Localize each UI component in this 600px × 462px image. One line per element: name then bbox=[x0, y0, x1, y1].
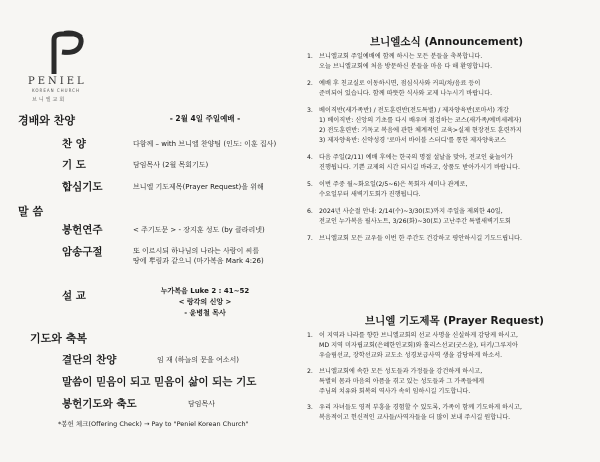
worship-row-label: 찬 양 bbox=[62, 138, 86, 150]
memory-verse-line: 땅에 뿌림과 같으니 (마가복음 Mark 4:26) bbox=[133, 257, 264, 265]
sermon-line: < 랑각의 신앙 > bbox=[178, 298, 232, 306]
word-section-title: 말 씀 bbox=[18, 205, 44, 218]
sermon-line: 누가복음 Luke 2 : 41~52 bbox=[160, 287, 250, 295]
announcement-item: 1. 브니엘교회 주일예배에 함께 하시는 모든 분들을 축복합니다. 오늘 브니엘교회에 처음 방문하신 분들을 마음 다 해 환영합니다. bbox=[307, 53, 493, 70]
memory-verse-line: 또 이르시되 하나님의 나라는 사람이 씨를 bbox=[133, 247, 260, 255]
prayer-row-text: 담임목사 bbox=[188, 400, 216, 408]
prayer-section-title: 기도와 축복 bbox=[30, 332, 87, 345]
announcement-item: 4. 다음 주일(2/11) 예배 후에는 한국의 명절 설날을 맞아, 전교인 윷놀이가 진행됩니다. 기쁜 교제의 시간 되시길 바라고, 상품도 받아가시기 바랍니다. bbox=[307, 154, 520, 171]
service-title: - 2월 4일 주일예배 - bbox=[169, 114, 241, 123]
logo-name: PENIEL bbox=[28, 76, 87, 87]
worship-row-text: 담임목사 (2월 목회기도) bbox=[133, 161, 209, 169]
prayer-request-item: 2. 브니엘교회에 속한 모든 성도들과 가정들을 강건하게 하시고, 특별히 몸과 마음의 아픔을 겪고 있는 성도들과 그 가족들에게 주님의 치유와 회복의 역사가 속히 임하시길 기도합니다. bbox=[307, 368, 485, 395]
peniel-logo-icon bbox=[40, 30, 90, 76]
announcement-item: 5. 이번 주중 월~화요일(2/5~6)은 목회자 세미나 관계로, 수요일부터 새벽기도회가 진행됩니다. bbox=[307, 181, 468, 198]
sermon-line: - 윤병철 목사 bbox=[184, 309, 226, 317]
logo-subtitle: KOREAN CHURCH bbox=[32, 88, 80, 93]
announcement-item: 2. 예배 후 친교실로 이동하시면, 점심식사와 커피/차/음료 등이 준비되어 있습니다. 함께 따뜻한 식사와 교제 나누시기 바랍니다. bbox=[307, 80, 493, 97]
announcement-title: 브니엘소식 (Announcement) bbox=[370, 36, 524, 48]
word-row-label: 설 교 bbox=[62, 290, 86, 302]
announcement-item: 7. 브니엘교회 모든 교우들 이번 한 주간도 건강하고 평안하시길 기도드립니다. bbox=[307, 235, 522, 242]
worship-row-text: 다함께 – with 브니엘 찬양팀 (인도: 이훈 집사) bbox=[133, 140, 277, 148]
prayer-request-list bbox=[305, 331, 595, 423]
offering-note: *봉헌 체크(Offering Check) → Pay to "Peniel Korean Church" bbox=[58, 420, 249, 428]
prayer-row-label: 봉헌기도와 축도 bbox=[62, 398, 137, 410]
worship-section-title: 경배와 찬양 bbox=[18, 114, 75, 127]
logo-korean-name: 브니엘교회 bbox=[32, 97, 67, 103]
word-row-label: 봉헌연주 bbox=[62, 224, 103, 236]
word-row-label: 암송구절 bbox=[62, 246, 103, 258]
prayer-request-item: 3. 우리 자녀들도 영적 부흥을 경험할 수 있도록, 가족이 함께 기도하게 하시고, 복음적이고 헌신적인 교사들/사역자들을 더 많이 보내 주시길 원합니다. bbox=[307, 404, 522, 421]
announcement-item: 6. 2024년 사순절 안내: 2/14(수)~3/30(토)까지 주일을 제외한 40일, 전교인 누가복음 필사노트, 3/26(화)~30(토) 고난주간 특별새벽기도회 bbox=[307, 208, 511, 225]
prayer-row-text: 임 재 (하늘의 문을 여소서) bbox=[157, 356, 239, 364]
prayer-row-label: 말씀이 믿음이 되고 믿음이 삶이 되는 기도 bbox=[62, 376, 257, 388]
worship-row-label: 기 도 bbox=[62, 159, 86, 171]
announcement-list bbox=[305, 52, 595, 244]
worship-row-text: 브니엘 기도제목(Prayer Request)을 위해 bbox=[133, 183, 264, 191]
prayer-request-title: 브니엘 기도제목 (Prayer Request) bbox=[365, 315, 544, 327]
prayer-request-item: 1. 이 지역과 나라를 향한 브니엘교회의 선교 사명을 신실하게 감당케 하시고, MD 지역 미자립교회(은혜한인교회)와 홀리스선교(굿스윤), 터키/그루지아 우슬림선교, 장학선교와 교도소 성경보급사역 생을 감당하게 하소서. bbox=[307, 332, 519, 359]
announcement-item: 3. 베이직반(새가족반) / 전도훈련반(전도특별) / 제자양육반(로마서) 개강 1) 베이직반: 신앙의 기초를 다시 배우며 점검하는 코스(새가족/예비세례자) 2) 전도훈련반: 기독교 복음에 관한 체계적인 교육>실제 현장전도 훈련까지 3) 제자양육반: 신약성경 '로마서 바이블 스터디'를 통한 제자양육코스 bbox=[307, 107, 522, 144]
word-row-text: < 주기도문 > - 장지훈 성도 (by 클라리넷) bbox=[133, 226, 265, 234]
worship-row-label: 합심기도 bbox=[62, 181, 103, 193]
prayer-row-label: 결단의 찬양 bbox=[62, 354, 117, 366]
